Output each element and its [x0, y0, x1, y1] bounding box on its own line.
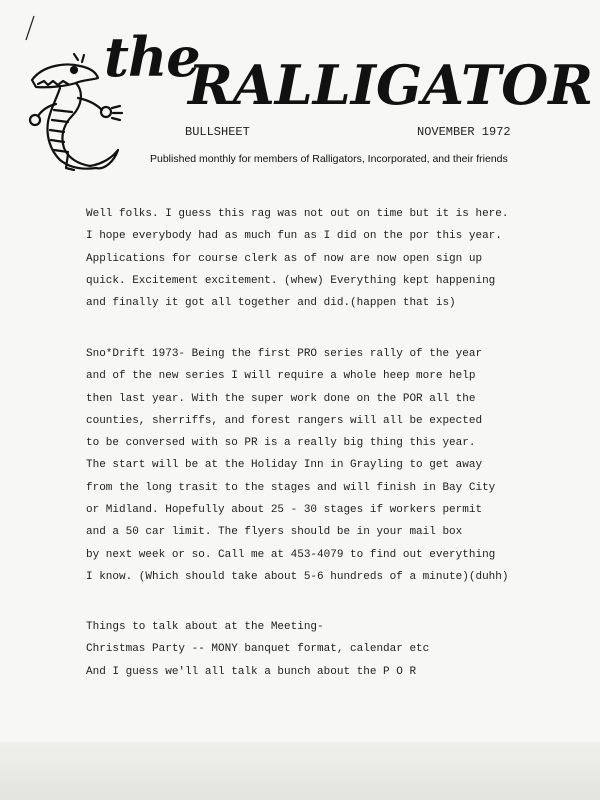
text-line: and finally it got all together and did.(happen that is)	[86, 297, 456, 310]
text-line: Well folks. I guess this rag was not out on time but it is here.	[86, 208, 509, 220]
text-line: from the long trasit to the stages and will finish in Bay City	[86, 481, 496, 494]
text-line: Applications for course clerk as of now are now open sign up	[86, 252, 483, 265]
text-line: by next week or so. Call me at 453-4079 to find out everything	[86, 548, 496, 561]
text-line: Sno*Drift 1973- Being the first PRO series rally of the year	[86, 348, 483, 360]
text-line: to be conversed with so PR is a really big thing this year.	[86, 437, 476, 450]
masthead-title-the: the	[104, 25, 200, 89]
text-line: Things to talk about at the Meeting-	[86, 621, 324, 633]
text-line: I know. (Which should take about 5-6 hundreds of a minute)(duhh)	[86, 570, 509, 583]
paragraph-meeting-topics	[86, 616, 429, 683]
masthead-title: RALLIGATOR	[188, 53, 594, 117]
page-bottom-shade	[0, 742, 600, 800]
pen-mark-icon	[20, 14, 40, 44]
text-line: and of the new series I will require a whole heep more help	[86, 370, 476, 383]
text-line: and a 50 car limit. The flyers should be in your mail box	[86, 526, 463, 539]
text-line: counties, sherriffs, and forest rangers will all be expected	[86, 414, 483, 427]
published-tagline: Published monthly for members of Ralligators, Incorporated, and their friends	[150, 153, 508, 165]
text-line: The start will be at the Holiday Inn in Grayling to get away	[86, 459, 483, 472]
text-line: then last year. With the super work done on the POR all the	[86, 392, 476, 405]
paragraph-sno-drift	[86, 343, 508, 588]
paragraph-intro	[86, 203, 508, 314]
text-line: quick. Excitement excitement. (whew) Everything kept happening	[86, 274, 496, 287]
text-line: or Midland. Hopefully about 25 - 30 stages if workers permit	[86, 504, 483, 517]
text-line: I hope everybody had as much fun as I did on the por this year.	[86, 230, 502, 243]
text-line: Christmas Party -- MONY banquet format, calendar etc	[86, 643, 430, 656]
issue-date: NOVEMBER 1972	[417, 125, 511, 139]
newsletter-subtitle: BULLSHEET	[185, 125, 250, 139]
text-line: And I guess we'll all talk a bunch about the P O R	[86, 665, 417, 678]
